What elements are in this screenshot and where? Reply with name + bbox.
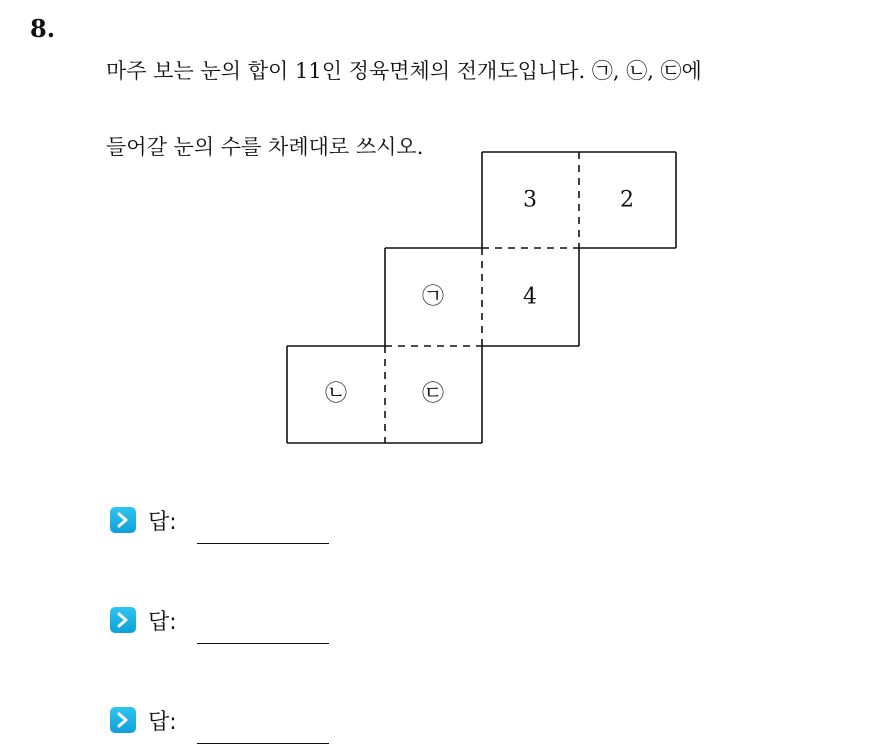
face-bottom-right-label: ㉢ <box>421 381 445 407</box>
face-top-left-label: 3 <box>523 187 537 213</box>
chevron-right-icon <box>110 607 136 633</box>
face-mid-left-label: ㉠ <box>421 284 445 310</box>
chevron-right-icon <box>110 507 136 533</box>
answer-label: 답: <box>148 709 177 735</box>
answer-row-2 <box>110 600 329 640</box>
question-line-1: 마주 보는 눈의 합이 11인 정육면체의 전개도입니다. ㉠, ㉡, ㉢에 <box>106 59 702 83</box>
answer-row-1 <box>110 500 329 540</box>
answer-input-2[interactable] <box>197 613 329 644</box>
answer-row-3 <box>110 700 329 740</box>
face-bottom-left-label: ㉡ <box>324 381 348 407</box>
face-mid-right-label: 4 <box>523 284 537 310</box>
face-top-right-label: 2 <box>620 187 634 213</box>
answer-label: 답: <box>148 609 177 635</box>
answer-input-1[interactable] <box>197 513 329 544</box>
answer-input-3[interactable] <box>197 713 329 744</box>
question-number: 8. <box>30 14 56 43</box>
answer-label: 답: <box>148 509 177 535</box>
chevron-right-icon <box>110 707 136 733</box>
question-line-2: 들어갈 눈의 수를 차례대로 쓰시오. <box>106 135 424 159</box>
